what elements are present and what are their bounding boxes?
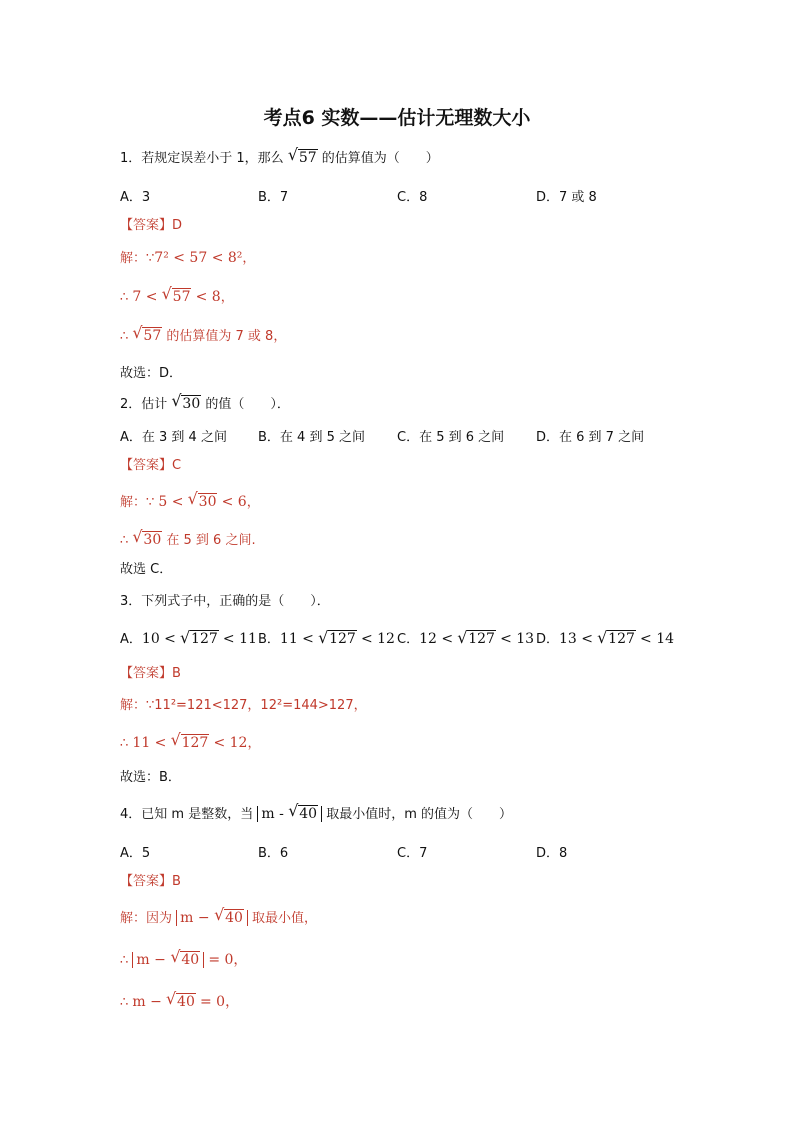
answer-tag: 【答案】 — [120, 666, 173, 681]
therefore-symbol: ∴ — [120, 995, 129, 1010]
radicand: 30 — [182, 396, 201, 412]
abs-expression: m − — [136, 952, 166, 968]
q1-answer — [120, 216, 182, 236]
radicand: 30 — [198, 494, 217, 510]
sqrt-30 — [172, 394, 201, 414]
sqrt-40 — [289, 804, 318, 824]
absolute-value — [176, 910, 248, 926]
sqrt-57 — [163, 287, 192, 307]
radicand: 127 — [468, 631, 495, 647]
solution-end: ， — [242, 251, 256, 266]
solution-end: ， — [220, 290, 234, 305]
inequality-right: < 13 — [500, 631, 535, 647]
q4-suffix: 取最小值时，m 的值为（ ） — [326, 807, 513, 822]
radicand: 40 — [299, 806, 318, 822]
q4-answer — [120, 872, 181, 892]
answer-value: B — [172, 874, 181, 889]
answer-tag: 【答案】 — [120, 218, 173, 233]
q1-solution-3 — [120, 326, 286, 347]
solution-text: 在 5 到 6 之间. — [166, 533, 256, 548]
option-label: B． — [258, 632, 280, 647]
therefore-symbol: ∴ — [120, 329, 129, 344]
solution-end: ， — [247, 736, 261, 751]
q4-option-c: C．7 — [397, 846, 428, 861]
therefore-symbol: ∴ — [120, 290, 129, 305]
q3-option-a — [120, 628, 257, 647]
answer-tag: 【答案】 — [120, 874, 173, 889]
solution-text: 取最小值， — [252, 911, 318, 926]
q3-option-c — [397, 628, 534, 647]
radicand: 127 — [181, 735, 209, 751]
q2-conclusion: 故选 C． — [120, 562, 173, 577]
radicand: 57 — [298, 150, 317, 166]
option-label: D． — [536, 632, 560, 647]
therefore-symbol: ∴ — [120, 953, 129, 968]
q4-solution-2 — [120, 950, 247, 971]
q3-answer — [120, 664, 181, 684]
q2-option-b: B．在 4 到 5 之间 — [258, 430, 365, 445]
q3-solution-2 — [120, 733, 260, 754]
q2-suffix: 的值（ ）． — [205, 397, 290, 412]
q2-answer — [120, 456, 181, 476]
q1-conclusion: 故选：D． — [120, 366, 183, 381]
solution-end: = 0， — [200, 994, 240, 1010]
q3-option-d — [536, 628, 674, 647]
q4-prefix: 4．已知 m 是整数，当 — [120, 807, 254, 822]
q1-prefix: 1．若规定误差小于 1，那么 — [120, 151, 284, 166]
absolute-value — [132, 952, 204, 968]
radicand: 30 — [143, 532, 162, 548]
q4-option-b: B．6 — [258, 846, 289, 861]
q1-option-b: B．7 — [258, 190, 289, 205]
radicand: 40 — [225, 910, 243, 926]
solution-end: ， — [246, 495, 260, 510]
inequality-left: 13 < — [559, 631, 594, 647]
absolute-value — [257, 806, 322, 822]
inequality-right: < 11 — [222, 631, 257, 647]
q3-solution-1: 解：∵11²=121<127，12²=144>127， — [120, 698, 367, 713]
sqrt-127 — [319, 631, 357, 647]
radicand: 127 — [329, 631, 356, 647]
sqrt-57 — [133, 326, 162, 346]
solution-prefix: 解：因为 — [120, 911, 173, 926]
sqrt-40 — [167, 992, 196, 1012]
abs-expression: m - — [261, 806, 284, 822]
answer-tag: 【答案】 — [120, 458, 173, 473]
radicand: 127 — [608, 631, 635, 647]
question-2 — [120, 394, 290, 415]
q4-option-a: A．5 — [120, 846, 151, 861]
inequality-right: < 12 — [360, 631, 395, 647]
q3-conclusion: 故选：B． — [120, 770, 181, 785]
inequality-right: < 12 — [213, 735, 248, 751]
question-1 — [120, 148, 439, 169]
sqrt-30 — [189, 492, 218, 512]
page-title: 考点6 实数——估计无理数大小 — [263, 107, 531, 129]
sqrt-40 — [171, 950, 200, 970]
inequality-right: < 14 — [640, 631, 675, 647]
answer-value: C — [172, 458, 182, 473]
q1-suffix: 的估算值为（ ） — [321, 151, 439, 166]
solution-text: 的估算值为 7 或 8， — [166, 329, 287, 344]
sqrt-127 — [458, 631, 496, 647]
radicand: 40 — [181, 952, 200, 968]
therefore-symbol: ∴ — [120, 533, 129, 548]
inequality-left: 11 < — [132, 735, 167, 751]
sqrt-127 — [598, 631, 636, 647]
answer-value: B — [172, 666, 181, 681]
sqrt-127 — [172, 733, 210, 753]
expression: m − — [132, 994, 162, 1010]
inequality-left: 5 < — [158, 494, 184, 510]
q2-prefix: 2．估计 — [120, 397, 168, 412]
q1-solution-2 — [120, 287, 234, 308]
q1-option-a: A．3 — [120, 190, 151, 205]
inequality-left: 11 < — [279, 631, 314, 647]
radicand: 40 — [177, 994, 195, 1010]
q4-solution-1 — [120, 908, 317, 929]
solution-end: = 0， — [208, 952, 248, 968]
q2-solution-2 — [120, 530, 256, 551]
radicand: 127 — [191, 631, 218, 647]
sqrt-127 — [181, 631, 219, 647]
q2-option-a: A．在 3 到 4 之间 — [120, 430, 227, 445]
solution-math: 7² < 57 < 8² — [154, 250, 243, 266]
radicand: 57 — [172, 289, 191, 305]
radicand: 57 — [143, 328, 162, 344]
solution-prefix: 解：∵ — [120, 495, 155, 510]
option-label: C． — [397, 632, 420, 647]
inequality-right: < 8 — [195, 289, 221, 305]
inequality-left: 7 < — [132, 289, 158, 305]
abs-expression: m − — [180, 910, 210, 926]
q1-option-c: C．8 — [397, 190, 428, 205]
q2-option-c: C．在 5 到 6 之间 — [397, 430, 505, 445]
q1-solution-1 — [120, 248, 255, 269]
sqrt-40 — [215, 908, 244, 928]
answer-value: D — [172, 218, 183, 233]
question-3: 3．下列式子中，正确的是（ ）． — [120, 594, 330, 609]
q1-option-d: D．7 或 8 — [536, 190, 597, 205]
q4-solution-3 — [120, 992, 239, 1013]
inequality-left: 10 < — [141, 631, 176, 647]
therefore-symbol: ∴ — [120, 736, 129, 751]
inequality-right: < 6 — [221, 494, 247, 510]
option-label: A． — [120, 632, 142, 647]
q2-option-d: D．在 6 到 7 之间 — [536, 430, 645, 445]
sqrt-30 — [133, 530, 162, 550]
q4-option-d: D．8 — [536, 846, 568, 861]
q3-option-b — [258, 628, 395, 647]
inequality-left: 12 < — [419, 631, 454, 647]
sqrt-57 — [289, 148, 318, 168]
q2-solution-1 — [120, 492, 260, 513]
solution-prefix: 解：∵ — [120, 251, 155, 266]
question-4 — [120, 804, 512, 825]
